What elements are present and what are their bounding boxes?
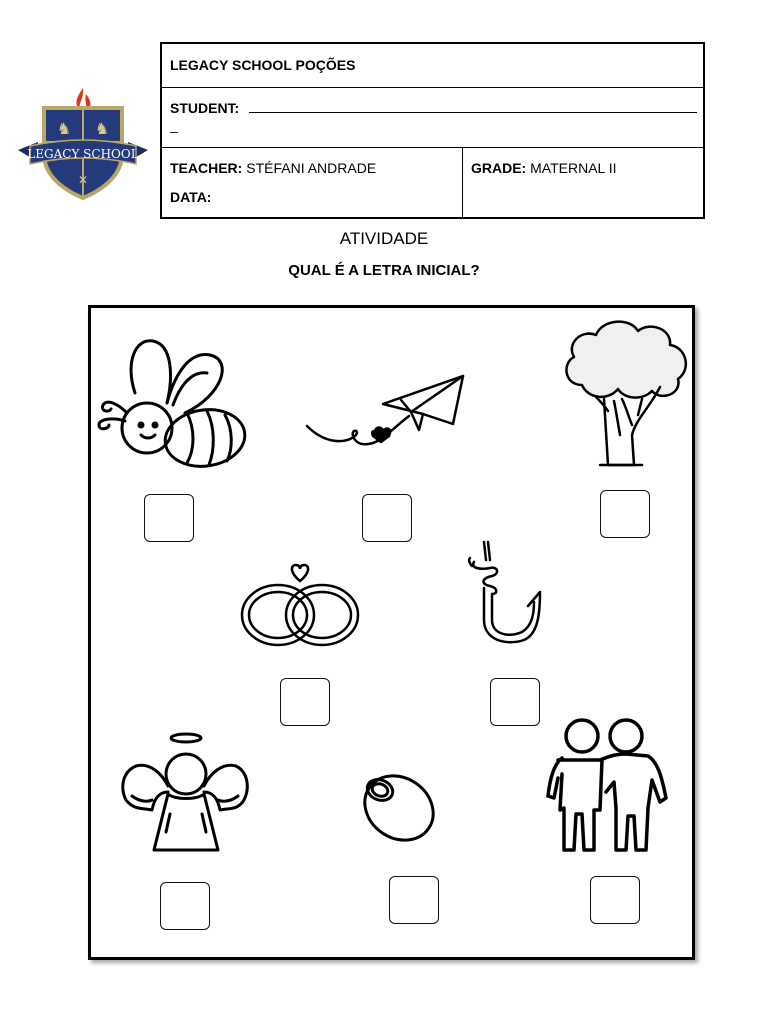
answer-box-bee[interactable] <box>144 494 194 542</box>
column-divider <box>462 147 463 217</box>
angel-icon <box>118 730 253 855</box>
tree-icon <box>560 315 692 470</box>
activity-title: ATIVIDADE <box>339 229 429 248</box>
paper-plane-icon <box>305 370 467 460</box>
bee-icon <box>95 333 245 473</box>
svg-text:✕: ✕ <box>77 173 89 187</box>
olive-icon <box>360 770 438 846</box>
answer-box-tree[interactable] <box>600 490 650 538</box>
teacher-value: STÉFANI ANDRADE <box>246 160 377 176</box>
answer-box-rings[interactable] <box>280 678 330 726</box>
student-label: STUDENT: <box>170 100 240 116</box>
legacy-school-crest-icon <box>14 84 152 202</box>
header-table <box>160 42 705 219</box>
answer-box-hook[interactable] <box>490 678 540 726</box>
svg-text:♞: ♞ <box>94 119 110 138</box>
student-field-line[interactable] <box>249 112 697 113</box>
answer-box-paper-plane[interactable] <box>362 494 412 542</box>
grade-label: GRADE: <box>471 160 527 176</box>
grade-field <box>471 160 616 176</box>
grade-value: MATERNAL II <box>530 160 617 176</box>
rings-icon <box>238 563 362 651</box>
data-label: DATA: <box>170 189 212 205</box>
answer-box-angel[interactable] <box>160 882 210 930</box>
answer-box-people[interactable] <box>590 876 640 924</box>
hook-icon <box>466 540 548 650</box>
teacher-label: TEACHER: <box>170 160 243 176</box>
svg-text:LEGACY SCHOOL: LEGACY SCHOOL <box>27 147 139 161</box>
activity-question: QUAL É A LETRA INICIAL? <box>288 262 480 279</box>
people-icon <box>540 712 672 854</box>
answer-box-olive[interactable] <box>389 876 439 924</box>
teacher-field <box>170 160 376 176</box>
student-line-continuation: _ <box>170 117 178 133</box>
school-name: LEGACY SCHOOL POÇÕES <box>170 57 356 73</box>
svg-text:♞: ♞ <box>56 119 72 138</box>
